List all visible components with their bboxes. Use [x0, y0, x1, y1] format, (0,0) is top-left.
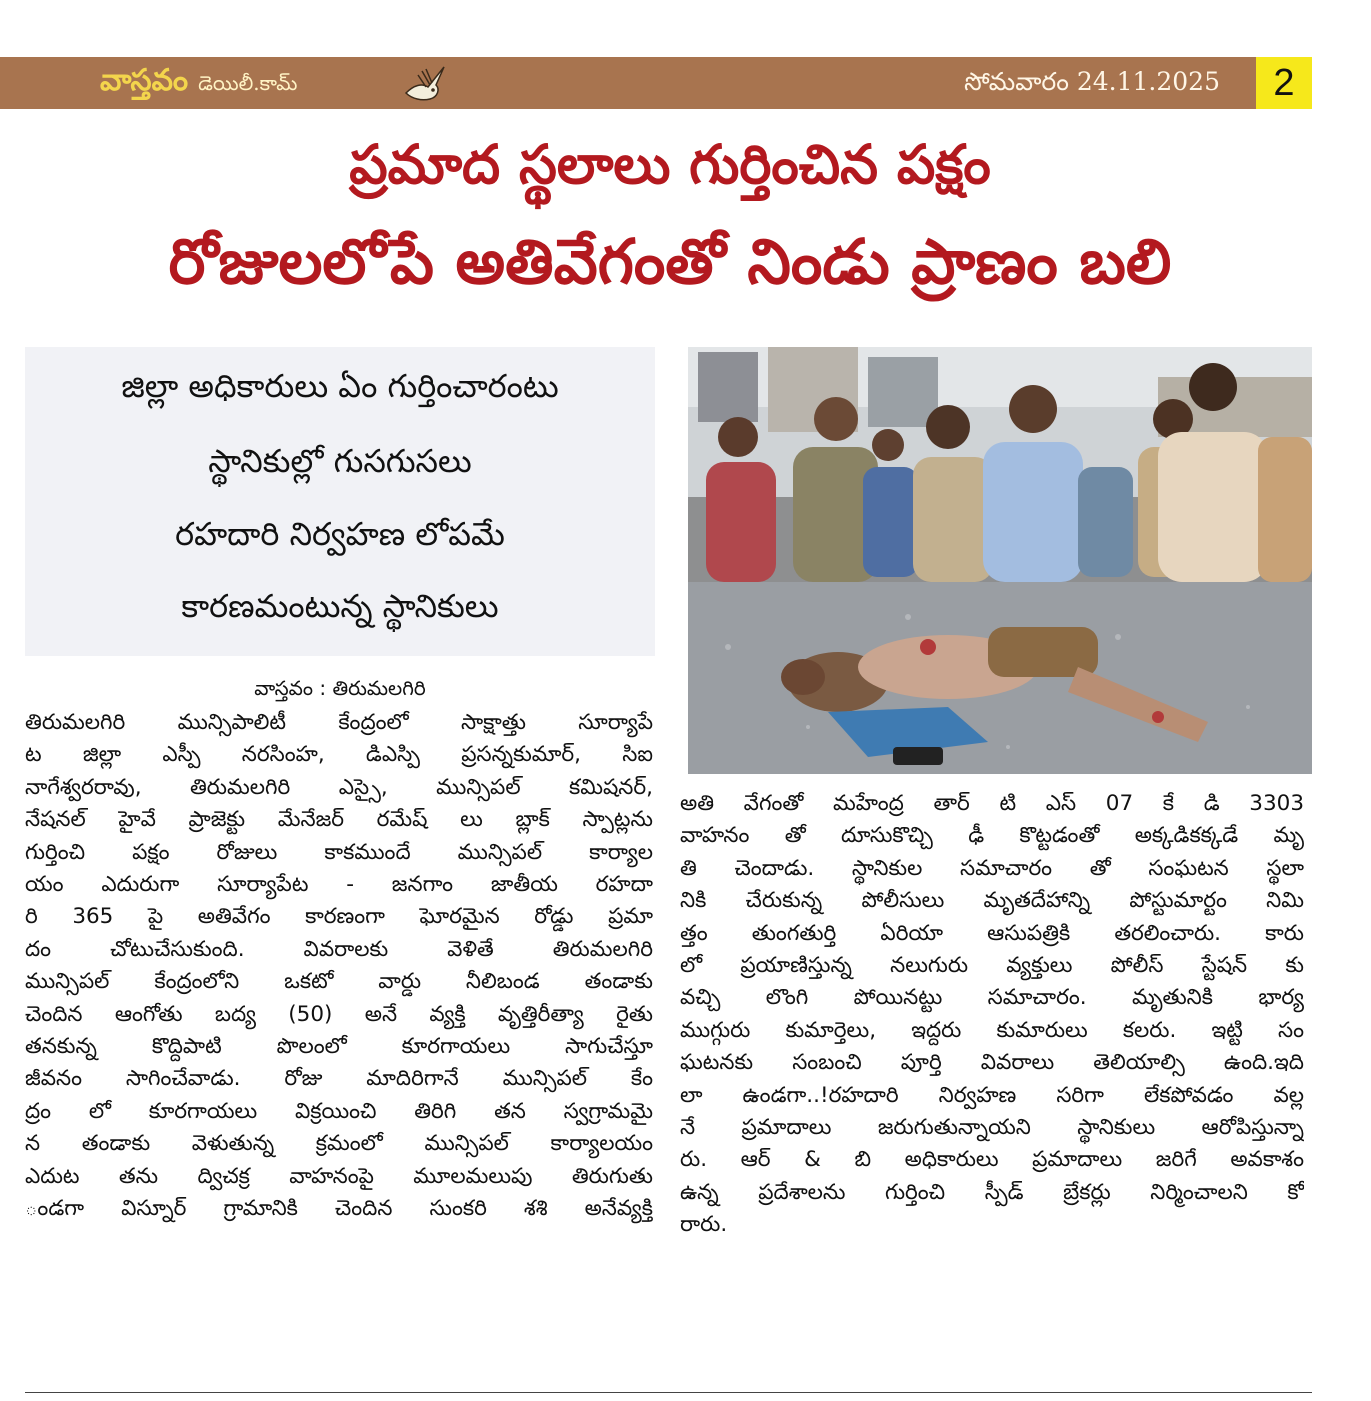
article-line: లో ప్రయాణిస్తున్న నలుగురు వ్యక్తులు పోలీస్ స్టేషన్ కు: [680, 953, 1304, 979]
article-line: తిరుమలగిరి మున్సిపాలిటీ కేంద్రంలో సాక్షాత్తు సూర్యాపే: [25, 710, 653, 735]
subheading-line: రహదారి నిర్వహణ లోపమే: [175, 515, 505, 553]
article-line: గుర్తించి పక్షం రోజులు కాకముందే మున్సిపల్ కార్యాల: [25, 839, 653, 865]
article-line: యం ఎదురుగా సూర్యాపేట - జనగాం జాతీయ రహదా: [25, 872, 653, 898]
article-line: త్తం తుంగతుర్తి ఏరియా ఆసుపత్రికి తరలించారు. కారు: [680, 920, 1304, 946]
news-photo: [688, 347, 1312, 774]
headline-line-1: ప్రమాద స్థలాలు గుర్తించిన పక్షం: [349, 133, 991, 196]
article-line: ద్రం లో కూరగాయలు విక్రయించి తిరిగి తన స్వగ్రామమై: [25, 1098, 653, 1124]
bottom-divider: [25, 1392, 1312, 1393]
subheading-line: కారణమంటున్న స్థానికులు: [181, 587, 499, 625]
news-photo-illustration: [688, 347, 1312, 774]
brand-name: వాస్తవం: [100, 63, 189, 98]
article-line: మున్సిపల్ కేంద్రంలోని ఒకటో వార్డు నీలిబండ తండాకు: [25, 969, 653, 995]
masthead: [0, 57, 1312, 109]
article-line: నాగేశ్వరరావు, తిరుమలగిరి ఎస్సై, మున్సిపల్ కమిషనర్,: [25, 774, 653, 800]
article-line: తనకున్న కొద్దిపాటి పొలంలో కూరగాయలు సాగుచేస్తూ: [25, 1034, 653, 1060]
article-line: తి చెందాడు. స్థానికుల సమాచారం తో సంఘటన స్థలా: [680, 855, 1304, 881]
page-number-badge: 2: [1256, 57, 1312, 109]
subheading-line: స్థానికుల్లో గుసగుసలు: [208, 442, 472, 480]
article-line: లా ఉండగా..!రహదారి నిర్వహణ సరిగా లేకపోవడం వల్ల: [680, 1082, 1304, 1108]
article-line: రారు.: [680, 1212, 728, 1238]
article-line: రు. ఆర్ & బి అధికారులు ప్రమాదాలు జరిగే అవకాశం: [680, 1147, 1304, 1173]
article-line: రి 365 పై అతివేగం కారణంగా ఘోరమైన రోడ్డు ప్రమా: [25, 904, 653, 930]
brand-subtitle: డెయిలీ.కామ్: [198, 71, 298, 95]
subheading-box: [25, 347, 655, 656]
article-line: ఎదుట తను ద్విచక్ర వాహనంపై మూలమలుపు తిరుగుతు: [25, 1163, 653, 1189]
issue-date: సోమవారం 24.11.2025: [964, 67, 1220, 96]
article-line: నికి చేరుకున్న పోలీసులు మృతదేహాన్ని పోస్టుమార్టం నిమి: [680, 888, 1304, 914]
headline-line-2: రోజులలోపే అతివేగంతో నిండు ప్రాణం బలి: [168, 225, 1172, 298]
article-line: ట జిల్లా ఎస్పీ నరసింహ, డిఎస్పి ప్రసన్నకుమార్, సిఐ: [25, 742, 653, 768]
article-line: ముగ్గురు కుమార్తెలు, ఇద్దరు కుమారులు కలరు. ఇట్టి సం: [680, 1017, 1304, 1043]
article-line: వచ్చి లొంగి పోయినట్టు సమాచారం. మృతునికి భార్య: [680, 985, 1304, 1011]
article-column-right: [680, 788, 1304, 1242]
dateline: వాస్తవం : తిరుమలగిరి: [254, 676, 426, 700]
bird-logo-icon: [400, 63, 450, 103]
article-line: దం చోటుచేసుకుంది. వివరాలకు వెళితే తిరుమలగిరి: [25, 936, 653, 962]
article-line: ఉన్న ప్రదేశాలను గుర్తించి స్పీడ్ బ్రేకర్లు నిర్మించాలని కో: [680, 1179, 1304, 1205]
article-line: చెందిన ఆంగోతు బద్య (50) అనే వ్యక్తి వృత్తిరీత్యా రైతు: [25, 1001, 653, 1027]
brand[interactable]: [100, 63, 297, 103]
article-line: న తండాకు వెళుతున్న క్రమంలో మున్సిపల్ కార్యాలయం: [25, 1131, 653, 1157]
article-line: నే ప్రమాదాలు జరుగుతున్నాయని స్థానికులు ఆరోపిస్తున్నా: [680, 1115, 1304, 1141]
article-line: ఘటనకు సంబంచి పూర్తి వివరాలు తెలియాల్సి ఉంది.ఇది: [680, 1050, 1304, 1076]
article-line: ండగా విస్నూర్ గ్రామానికి చెందిన సుంకరి శశి అనేవ్యక్తి: [25, 1196, 653, 1222]
article-line: అతి వేగంతో మహేంద్ర తార్ టి ఎస్ 07 కే డి 3303: [680, 791, 1304, 816]
article-column-left: [25, 707, 653, 1226]
article-line: నేషనల్ హైవే ప్రాజెక్టు మేనేజర్ రమేష్ లు బ్లాక్ స్పాట్లను: [25, 807, 653, 833]
article-line: జీవనం సాగించేవాడు. రోజు మాదిరిగానే మున్సిపల్ కేం: [25, 1066, 653, 1092]
subheading-line: జిల్లా అధికారులు ఏం గుర్తించారంటు: [121, 367, 559, 405]
article-line: వాహనం తో దూసుకొచ్చి ఢీ కొట్టడంతో అక్కడికక్కడే మృ: [680, 823, 1304, 849]
